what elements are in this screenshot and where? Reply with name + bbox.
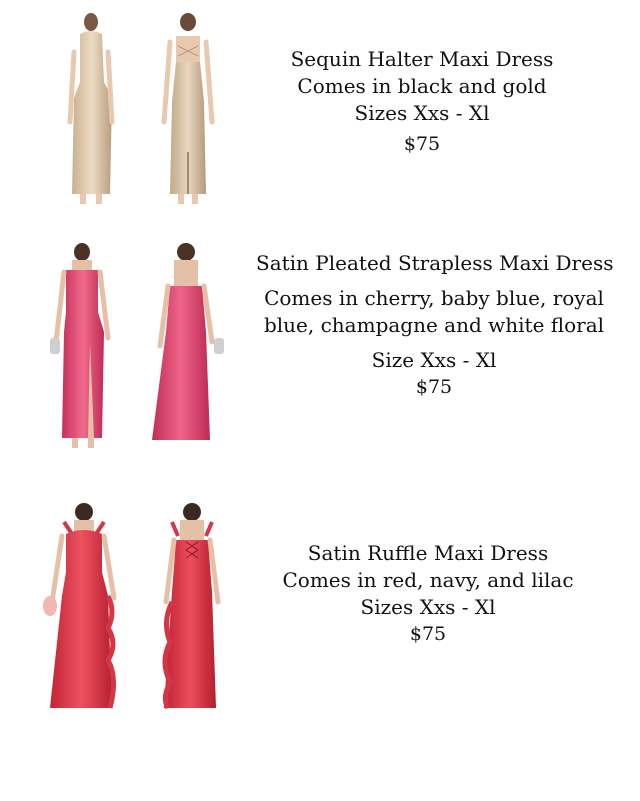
dress-back-image[interactable]	[156, 12, 220, 208]
product-name: Sequin Halter Maxi Dress	[290, 47, 554, 71]
product-name: Satin Pleated Strapless Maxi Dress	[256, 251, 614, 275]
product-card	[0, 0, 640, 220]
dress-back-illustration	[150, 242, 226, 454]
product-card	[0, 236, 640, 466]
dress-back-image[interactable]	[158, 502, 228, 718]
product-colors: Comes in black and gold	[297, 74, 547, 98]
product-colors: Comes in red, navy, and lilac	[282, 568, 574, 592]
dress-front-illustration	[42, 502, 124, 718]
product-sizes: Size Xxs - Xl	[371, 348, 497, 372]
product-colors: Comes in cherry, baby blue, royal	[264, 286, 604, 310]
product-info	[256, 250, 612, 400]
dress-front-image[interactable]	[60, 12, 122, 208]
product-price: $75	[403, 133, 441, 155]
dress-front-illustration	[50, 242, 114, 454]
dress-front-image[interactable]	[42, 502, 124, 718]
product-price: $75	[409, 623, 447, 645]
dress-back-image[interactable]	[150, 242, 226, 454]
dress-front-illustration	[60, 12, 122, 208]
product-name: Satin Ruffle Maxi Dress	[307, 541, 549, 565]
product-sizes: Sizes Xxs - Xl	[360, 595, 496, 619]
product-info	[262, 46, 582, 157]
dress-back-illustration	[158, 502, 228, 718]
product-info	[270, 540, 586, 647]
dress-back-illustration	[156, 12, 220, 208]
product-sizes: Sizes Xxs - Xl	[354, 101, 490, 125]
product-colors: blue, champagne and white floral	[263, 313, 605, 337]
dress-front-image[interactable]	[50, 242, 114, 454]
product-price: $75	[415, 376, 453, 398]
product-card	[0, 500, 640, 730]
